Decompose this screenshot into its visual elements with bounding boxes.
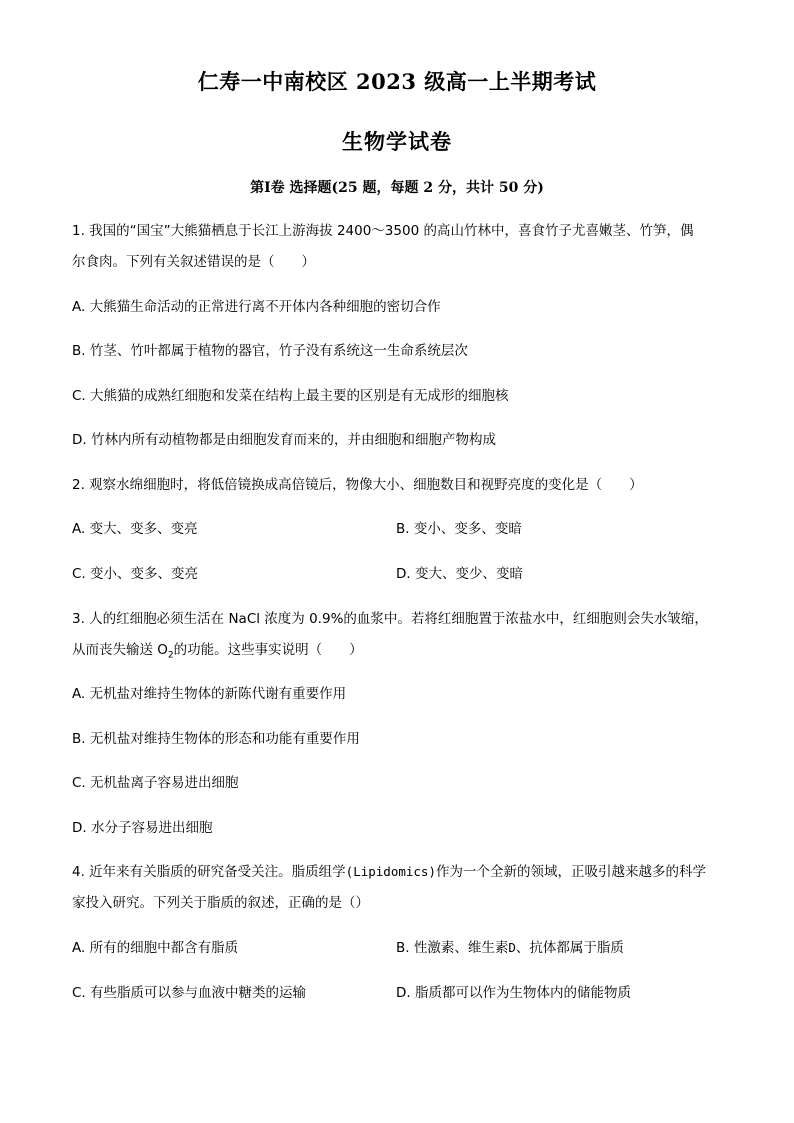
q4-stem-line1 — [72, 863, 732, 881]
q3-option-c: C. 无机盐离子容易进出细胞 — [72, 775, 239, 791]
q2-option-b: B. 变小、变多、变暗 — [396, 521, 522, 537]
q4-option-b — [396, 939, 624, 957]
q1-stem-line2: 尔食肉。下列有关叙述错误的是（ ） — [72, 254, 315, 270]
exam-subject: 生物学试卷 — [342, 129, 452, 154]
q3-stem-line2 — [72, 641, 732, 665]
q3-stem-line2-post: 的功能。这些事实说明（ ） — [173, 642, 363, 658]
q1-option-c: C. 大熊猫的成熟红细胞和发菜在结构上最主要的区别是有无成形的细胞核 — [72, 388, 509, 404]
q3-option-a: A. 无机盐对维持生物体的新陈代谢有重要作用 — [72, 686, 347, 702]
q2-stem: 2. 观察水绵细胞时，将低倍镜换成高倍镜后，物像大小、细胞数目和视野亮度的变化是（ ） — [72, 477, 643, 493]
q3-o2-subscript: 2 — [167, 650, 174, 661]
q3-option-b: B. 无机盐对维持生物体的形态和功能有重要作用 — [72, 731, 360, 747]
q4-option-b-post: 、抗体都属于脂质 — [515, 940, 624, 956]
q2-option-c: C. 变小、变多、变亮 — [72, 566, 199, 582]
q1-option-b: B. 竹茎、竹叶都属于植物的器官，竹子没有系统这一生命系统层次 — [72, 343, 468, 359]
q2-option-d: D. 变大、变少、变暗 — [396, 566, 523, 582]
q1-option-d: D. 竹林内所有动植物都是由细胞发育而来的，并由细胞和细胞产物构成 — [72, 432, 496, 448]
q4-option-d: D. 脂质都可以作为生物体内的储能物质 — [396, 985, 631, 1001]
exam-title: 仁寿一中南校区 2023 级高一上半期考试 — [197, 69, 597, 94]
q4-option-b-pre: B. 性激素、维生素 — [396, 940, 509, 956]
q4-lipidomics-term: (Lipidomics) — [345, 864, 436, 879]
q3-stem-line1: 3. 人的红细胞必须生活在 NaCl 浓度为 0.9%的血浆中。若将红细胞置于浓盐水中，红细胞则会失水皱缩， — [72, 611, 708, 627]
q2-option-a: A. 变大、变多、变亮 — [72, 521, 198, 537]
q3-option-d: D. 水分子容易进出细胞 — [72, 820, 213, 836]
q1-option-a: A. 大熊猫生命活动的正常进行离不开体内各种细胞的密切合作 — [72, 299, 441, 315]
q4-stem-line2: 家投入研究。下列关于脂质的叙述，正确的是（） — [72, 895, 369, 911]
q4-stem-line1-pre: 4. 近年来有关脂质的研究备受关注。脂质组学 — [72, 864, 346, 880]
q1-stem-line1: 1. 我国的“国宝”大熊猫栖息于长江上游海拔 2400～3500 的高山竹林中，喜食竹子尤喜嫩茎、竹笋，偶 — [72, 223, 694, 239]
q4-stem-line1-post: 作为一个全新的领域，正吸引越来越多的科学 — [435, 864, 706, 880]
q4-option-b-vitamin-d: D — [508, 940, 516, 955]
q4-option-c: C. 有些脂质可以参与血液中糖类的运输 — [72, 985, 307, 1001]
q3-stem-line2-pre: 从而丧失输送 O — [72, 642, 168, 658]
q4-option-a: A. 所有的细胞中都含有脂质 — [72, 940, 239, 956]
section-heading: 第Ⅰ卷 选择题(25 题，每题 2 分，共计 50 分) — [250, 180, 544, 196]
